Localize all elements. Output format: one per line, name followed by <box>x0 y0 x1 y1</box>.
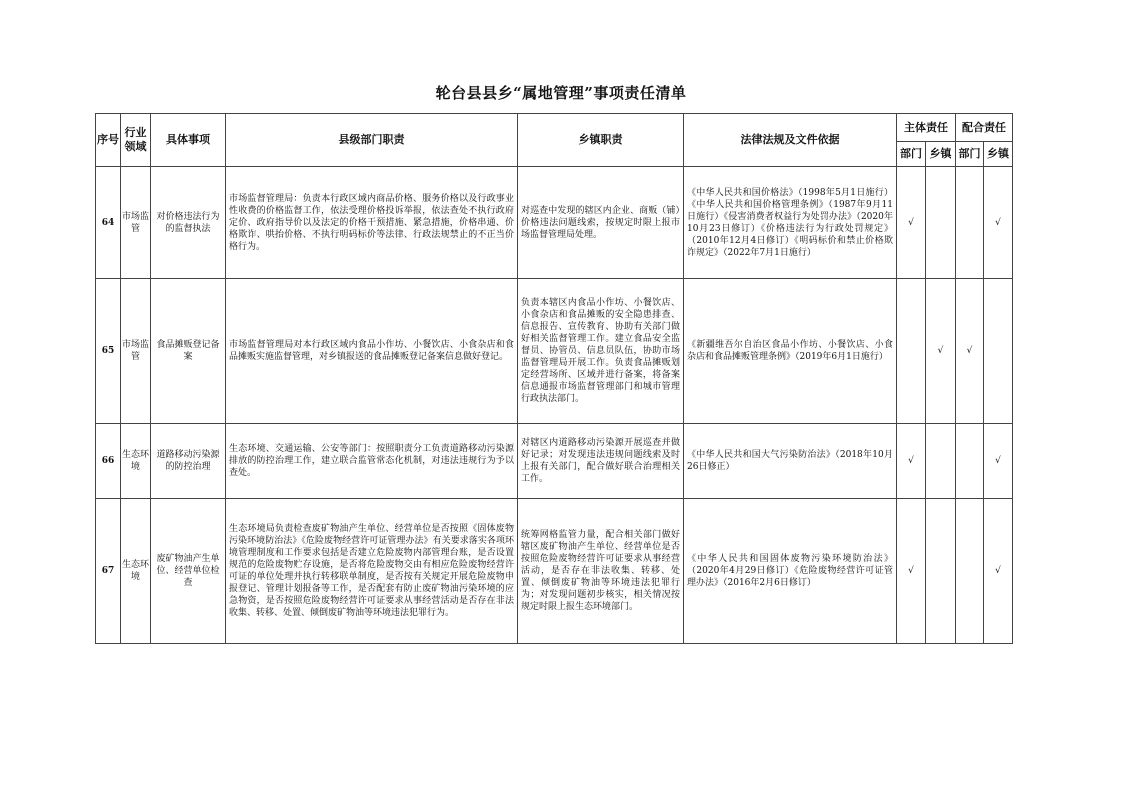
row-law-basis: 《中华人民共和国价格法》（1998年5月1日施行）《中华人民共和国价格管理条例》（1987年9月11日施行）《侵害消费者权益行为处罚办法》（2020年10月23日修订）《价格违法行为行政处罚规定》（2010年12月4日修订）《明码标价和禁止价格欺诈规定》（2022年7月1日施行） <box>684 167 897 279</box>
row-county-duty: 市场监督管理局对本行政区域内食品小作坊、小餐饮店、小食杂店和食品摊贩实施监督管理，对乡镇报送的食品摊贩登记备案信息做好登记。 <box>226 279 518 424</box>
check-main-dept: √ <box>897 499 926 644</box>
row-industry: 生态环境 <box>121 499 151 644</box>
table-header-row <box>96 114 1013 142</box>
header-town-duty: 乡镇职责 <box>518 114 684 167</box>
row-number: 65 <box>96 279 121 424</box>
check-main-town: √ <box>926 279 956 424</box>
row-town-duty: 对巡查中发现的辖区内企业、商贩（铺）价格违法问题线索，按规定时限上报市场监督管理局处理。 <box>518 167 684 279</box>
header-main-town: 乡镇 <box>926 142 956 167</box>
check-coop-town: √ <box>984 499 1013 644</box>
check-coop-dept <box>956 167 984 279</box>
check-coop-dept: √ <box>956 279 984 424</box>
header-main-responsibility: 主体责任 <box>897 114 956 142</box>
header-main-dept: 部门 <box>897 142 926 167</box>
row-county-duty: 生态环境局负责检查废矿物油产生单位、经营单位是否按照《固体废物污染环境防治法》《危险废物经营许可证管理办法》有关要求落实各项环境管理制度和工作要求包括是否建立危险废物内部管理台账，是否设置规范的危险废物贮存设施，是否将危险废物交由有相应危险废物经营许可证的单位处理并执行转移联单制度，是否按有关规定开展危险废物申报登记、管理计划报备等工作，是否配套有防止废矿物油污染环境的应急物资，是否按照危险废物经营许可证要求从事经营活动是否存在非法收集、转移、处置、倾倒废矿物油等环境违法犯罪行为。 <box>226 499 518 644</box>
check-main-town <box>926 424 956 499</box>
row-industry: 市场监管 <box>121 279 151 424</box>
table-row <box>96 424 1013 499</box>
row-number: 64 <box>96 167 121 279</box>
table-row <box>96 167 1013 279</box>
check-coop-town <box>984 279 1013 424</box>
row-county-duty: 市场监督管理局：负责本行政区域内商品价格、服务价格以及行政事业性收费的价格监督工作，依法受理价格投诉举报，依法查处不执行政府定价、政府指导价以及法定的价格干预措施、紧急措施，价格串通、价格欺诈、哄抬价格、不执行明码标价等法律、行政法规禁止的不正当价格行为。 <box>226 167 518 279</box>
check-coop-town: √ <box>984 424 1013 499</box>
check-coop-dept <box>956 424 984 499</box>
row-industry: 市场监管 <box>121 167 151 279</box>
row-town-duty: 对辖区内道路移动污染源开展巡查并做好记录；对发现违法违规问题线索及时上报有关部门，配合做好联合治理相关工作。 <box>518 424 684 499</box>
page-title: 轮台县县乡“属地管理”事项责任清单 <box>435 84 687 102</box>
check-coop-town: √ <box>984 167 1013 279</box>
header-coop-dept: 部门 <box>956 142 984 167</box>
header-industry: 行业领域 <box>121 114 151 167</box>
header-coop-responsibility: 配合责任 <box>956 114 1013 142</box>
check-main-dept: √ <box>897 167 926 279</box>
row-law-basis: 《中华人民共和国大气污染防治法》（2018年10月26日修正） <box>684 424 897 499</box>
check-main-dept: √ <box>897 424 926 499</box>
row-town-duty: 统筹网格监管力量，配合相关部门做好辖区废矿物油产生单位、经营单位是否按照危险废物经营许可证要求从事经营活动，是否存在非法收集、转移、处置、倾倒废矿物油等环境违法犯罪行为；对发现问题初步核实，相关情况按规定时限上报生态环境部门。 <box>518 499 684 644</box>
check-main-town <box>926 499 956 644</box>
row-item: 食品摊贩登记备案 <box>151 279 226 424</box>
responsibility-table <box>95 113 1013 644</box>
table-row <box>96 499 1013 644</box>
check-main-town <box>926 167 956 279</box>
table-row <box>96 279 1013 424</box>
header-seq: 序号 <box>96 114 121 167</box>
row-item: 对价格违法行为的监督执法 <box>151 167 226 279</box>
row-town-duty: 负责本辖区内食品小作坊、小餐饮店、小食杂店和食品摊贩的安全隐患排查、信息报告、宣传教育、协助有关部门做好相关监督管理工作。建立食品安全监督员、协管员、信息员队伍，协助市场监督管理局开展工作。负责食品摊贩划定经营场所、区域并进行备案，将备案信息通报市场监督管理部门和城市管理行政执法部门。 <box>518 279 684 424</box>
check-coop-dept <box>956 499 984 644</box>
row-number: 67 <box>96 499 121 644</box>
row-law-basis: 《新疆维吾尔自治区食品小作坊、小餐饮店、小食杂店和食品摊贩管理条例》（2019年6月1日施行） <box>684 279 897 424</box>
row-item: 道路移动污染源的防控治理 <box>151 424 226 499</box>
header-law-basis: 法律法规及文件依据 <box>684 114 897 167</box>
row-law-basis: 《中华人民共和国固体废物污染环境防治法》（2020年4月29日修订）《危险废物经营许可证管理办法》（2016年2月6日修订） <box>684 499 897 644</box>
check-main-dept <box>897 279 926 424</box>
row-county-duty: 生态环境、交通运输、公安等部门：按照职责分工负责道路移动污染源排放的防控治理工作，建立联合监管常态化机制，对违法违规行为予以查处。 <box>226 424 518 499</box>
row-item: 废矿物油产生单位、经营单位检查 <box>151 499 226 644</box>
row-industry: 生态环境 <box>121 424 151 499</box>
header-county-duty: 县级部门职责 <box>226 114 518 167</box>
header-item: 具体事项 <box>151 114 226 167</box>
row-number: 66 <box>96 424 121 499</box>
header-coop-town: 乡镇 <box>984 142 1013 167</box>
